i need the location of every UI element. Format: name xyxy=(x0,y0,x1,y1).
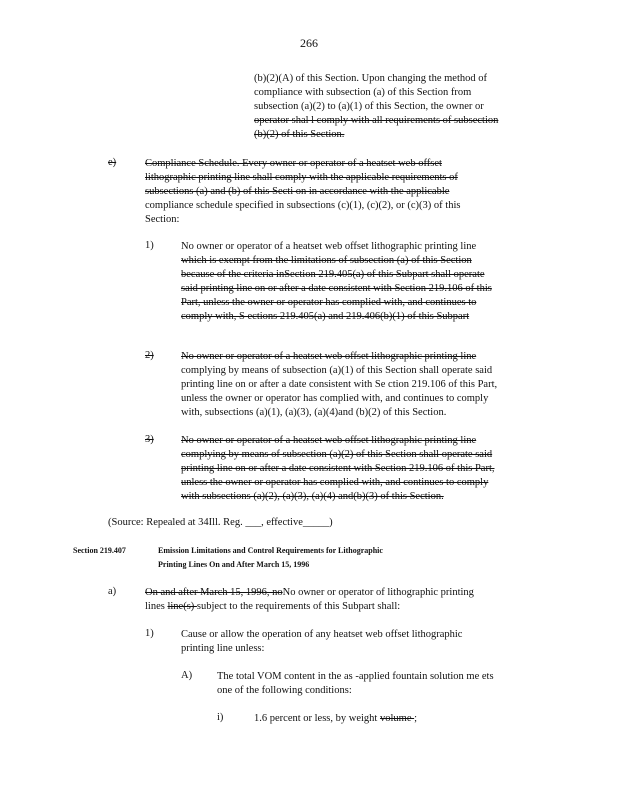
intro-line-2: compliance with subsection (a) of this Section from xyxy=(254,87,472,98)
paragraph-a-label: a) xyxy=(108,586,117,597)
intro-line-5-struck: (b)(2) of this Section. xyxy=(254,129,345,140)
item-3-line-4-struck: unless the owner or operator has complied with, and continues to comply xyxy=(181,477,489,488)
item-2-line xyxy=(181,378,497,391)
item-2-line-1-struck: No owner or operator of a heatset web offset lithographic printing line xyxy=(181,351,477,362)
item-1-line-3-struck: because of the criteria inSection 219.405(a) of this Subpart shall operate xyxy=(181,269,485,280)
intro-line-3: subsection (a)(2) to (a)(1) of this Section, the owner or xyxy=(254,101,484,112)
item-1-line-2-struck: which is exempt from the limitations of subsection (a) of this Section xyxy=(181,255,472,266)
item-1-line xyxy=(181,240,476,253)
item-2-line xyxy=(181,364,492,377)
item-2-line xyxy=(181,350,476,363)
item-1-label: 1) xyxy=(145,240,154,251)
section-e-label: e) xyxy=(108,157,117,168)
item-3-line xyxy=(181,434,476,447)
intro-line xyxy=(254,128,344,141)
item-3-line-1-struck: No owner or operator of a heatset web offset lithographic printing line xyxy=(181,435,477,446)
item-1-line xyxy=(181,296,476,309)
page-number: 266 xyxy=(300,36,318,50)
item-1-line xyxy=(181,310,469,323)
paragraph-a-line-1 xyxy=(145,586,474,599)
intro-line xyxy=(254,72,524,85)
item-3-label: 3) xyxy=(145,434,154,445)
item-3-line xyxy=(181,490,444,503)
paragraph-i-label: i) xyxy=(217,712,224,723)
item-1-line-5-struck: Part, unless the owner or operator has complied with, and continues to xyxy=(181,297,477,308)
item-2-line xyxy=(181,406,446,419)
paragraph-a-line-2-text: subject to the requirements of this Subpart shall: xyxy=(196,601,401,612)
item-3-line-2-struck: complying by means of subsection (a)(2) of this Section shall operate said xyxy=(181,449,493,460)
section-e-line xyxy=(145,199,460,212)
intro-line-4-struck: operator shal l comply with all requirements of subsection xyxy=(254,115,499,126)
item-1-line-1: No owner or operator of a heatset web offset lithographic printing line xyxy=(181,241,477,252)
paragraph-a-line-1-text: No owner or operator of lithographic printing xyxy=(282,587,474,598)
item-2-line-5: with, subsections (a)(1), (a)(3), (a)(4)and (b)(2) of this Section. xyxy=(181,407,447,418)
item-1-line xyxy=(181,254,472,267)
item-3-line-5-struck: with subsections (a)(2), (a)(3), (a)(4) and(b)(3) of this Section. xyxy=(181,491,444,502)
paragraph-a-struck-lines: line(s) xyxy=(167,601,197,612)
item-3-line xyxy=(181,476,488,489)
section-407-number: Section 219.407 xyxy=(73,546,126,555)
paragraph-i-semicolon: ; xyxy=(414,713,418,724)
paragraph-a-1-label: 1) xyxy=(145,628,154,639)
section-e-line-5: Section: xyxy=(145,214,180,225)
source-note: (Source: Repealed at 34Ill. Reg. ___, effective_____) xyxy=(108,517,333,528)
section-e-line xyxy=(145,157,442,170)
item-1-line xyxy=(181,268,485,281)
paragraph-A-label: A) xyxy=(181,670,193,681)
section-e-line-1-struck: Compliance Schedule. Every owner or operator of a heatset web offset xyxy=(145,158,442,169)
item-1-line-6-struck: comply with, S ections 219.405(a) and 219.406(b)(1) of this Subpart xyxy=(181,311,470,322)
intro-line xyxy=(254,100,484,113)
item-2-line-3: printing line on or after a date consistent with Se ction 219.106 of this Part, xyxy=(181,379,498,390)
item-3-line xyxy=(181,462,494,475)
paragraph-i-struck-volume: volume xyxy=(379,713,415,724)
section-e-line-4: compliance schedule specified in subsections (c)(1), (c)(2), or (c)(3) of this xyxy=(145,200,461,211)
paragraph-A-line-1: The total VOM content in the as -applied fountain solution me ets xyxy=(217,671,494,682)
item-2-line-2: complying by means of subsection (a)(1) of this Section shall operate said xyxy=(181,365,493,376)
item-1-line-4-struck: said printing line on or after a date consistent with Section 219.106 of this xyxy=(181,283,492,294)
paragraph-a-1-line-2: printing line unless: xyxy=(181,643,265,654)
paragraph-a-1-line-1: Cause or allow the operation of any heatset web offset lithographic xyxy=(181,629,463,640)
section-e-line-3-struck: subsections (a) and (b) of this Secti on in accordance with the applicable xyxy=(145,186,450,197)
item-3-line-3-struck: printing line on or after a date consistent with Section 219.106 of this Part, xyxy=(181,463,495,474)
paragraph-a-line-2-pre: lines xyxy=(145,601,168,612)
item-3-line xyxy=(181,448,492,461)
section-e-line xyxy=(145,213,179,226)
item-2-line-4: unless the owner or operator has complied with, and continues to comply xyxy=(181,393,489,404)
section-e-line-2-struck: lithographic printing line shall comply with the applicable requirements of xyxy=(145,172,458,183)
paragraph-i-line xyxy=(254,712,417,725)
paragraph-a-struck-date: On and after March 15, 1996, no xyxy=(145,587,283,598)
paragraph-a-line-2 xyxy=(145,600,400,613)
item-2-label: 2) xyxy=(145,350,154,361)
section-e-line xyxy=(145,171,458,184)
item-1-line xyxy=(181,282,492,295)
intro-line xyxy=(254,86,471,99)
intro-line-1: (b)(2)(A) of this Section. Upon changing the method of xyxy=(254,73,487,84)
section-407-title-line-2: Printing Lines On and After March 15, 1996 xyxy=(158,560,310,569)
paragraph-A-line-2: one of the following conditions: xyxy=(217,685,352,696)
paragraph-i-text: 1.6 percent or less, by weight xyxy=(254,713,380,724)
section-407-title-line-1: Emission Limitations and Control Requirements for Lithographic xyxy=(158,546,383,555)
item-2-line xyxy=(181,392,488,405)
intro-line xyxy=(254,114,498,127)
section-e-line xyxy=(145,185,449,198)
